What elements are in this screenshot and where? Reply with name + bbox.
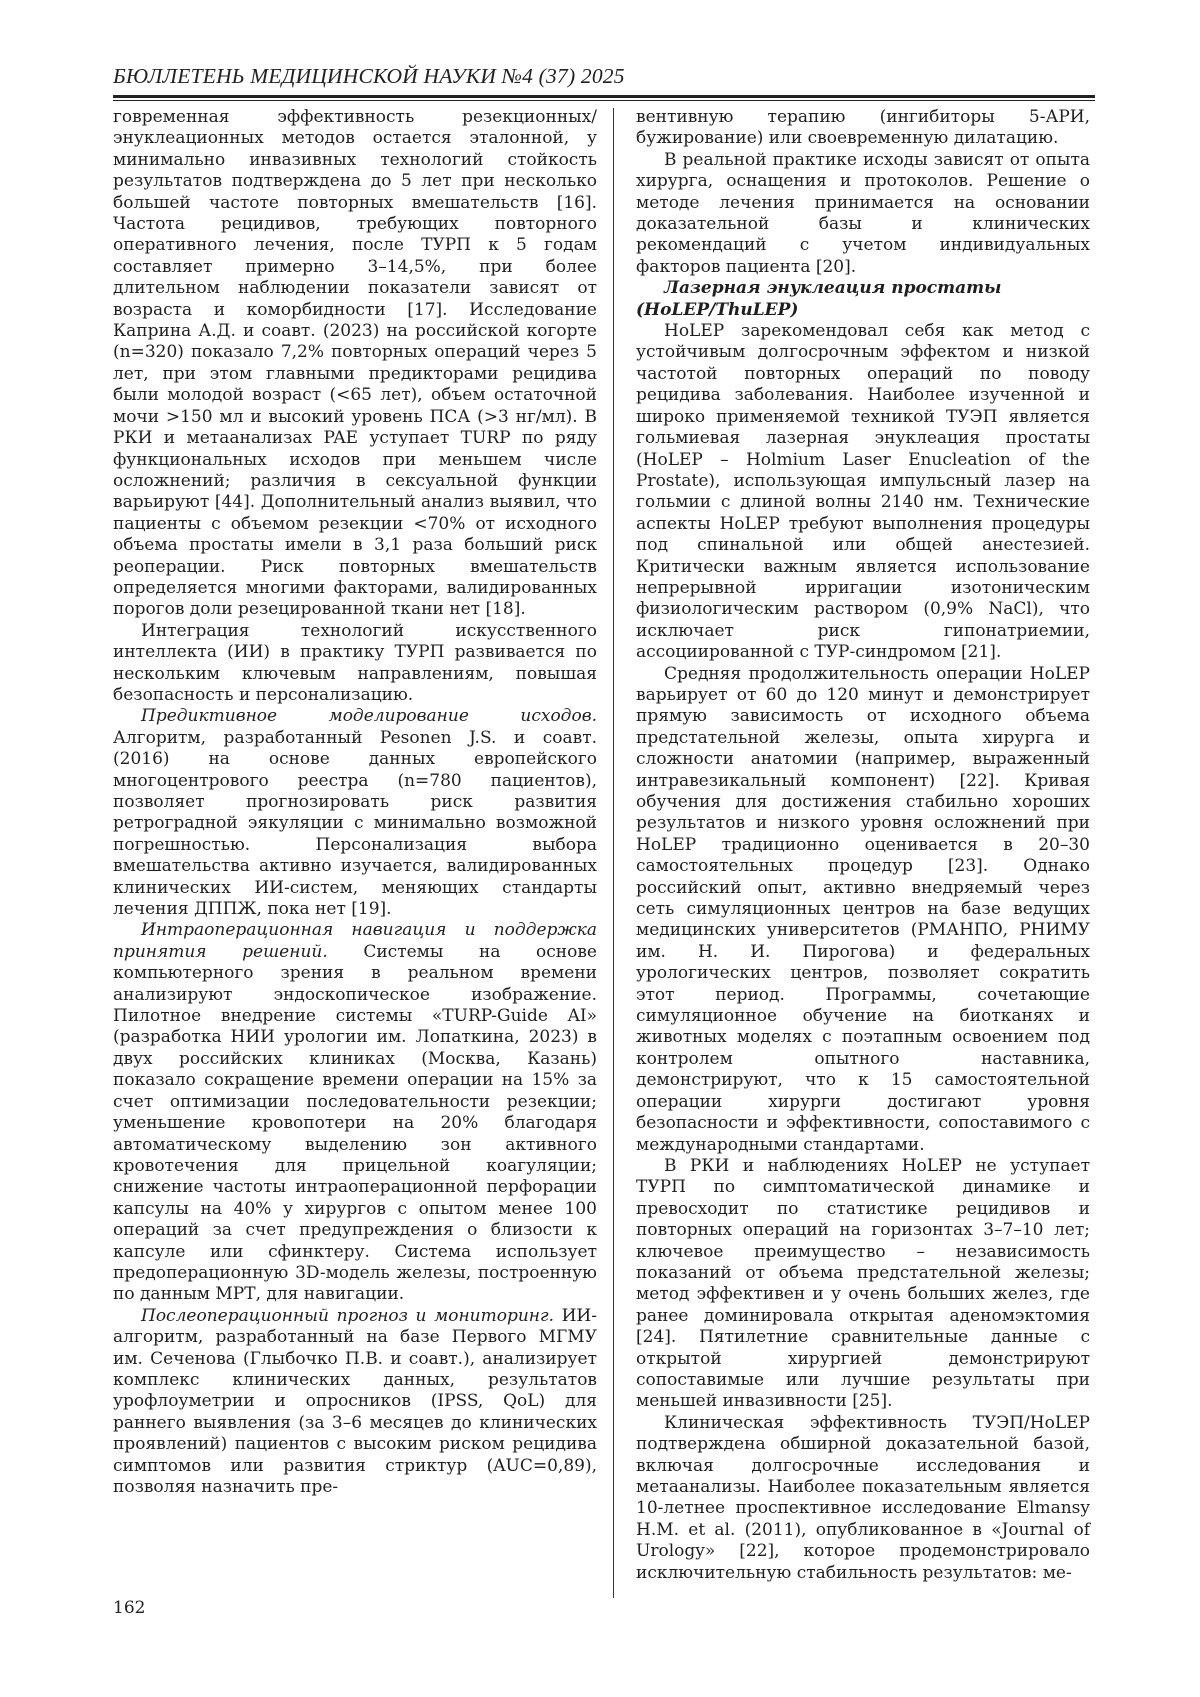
left-paragraph-3-lead: Предиктивное моделирование исходов. xyxy=(141,706,597,727)
header-rule-thick xyxy=(113,95,1095,98)
right-paragraph-6: Клиническая эффективность ТУЭП/HoLEP подтверждена обширной доказательной базой, включая долгосрочные исследования и метаанализы. Наиболее показательным является 10-летнее проспективное исследование Elmansy H.M. et al. (2011), опубликованное в «Journal of Urology» [22], которое продемонстрировало исключительную стабильность результатов: ме- xyxy=(636,1412,1090,1583)
column-divider xyxy=(613,108,614,1598)
left-paragraph-3-text: Алгоритм, разработанный Pesonen J.S. и соавт. (2016) на основе данных европейского многоцентрового реестра (n=780 пациентов), позволяет прогнозировать риск развития ретроградной эякуляции с минимально возможной погрешностью. Персонализация выбора вмешательства активно изучается, валидированных клинических ИИ-систем, меняющих стандарты лечения ДППЖ, пока нет [19]. xyxy=(113,727,597,920)
page-number: 162 xyxy=(113,1598,146,1618)
left-column xyxy=(113,107,597,1498)
left-paragraph-1: говременная эффективность резекционных/энуклеационных методов остается эталонной, у минимально инвазивных технологий стойкость результатов подтверждена до 5 лет при несколько большей частоте повторных вмешательств [16]. Частота рецидивов, требующих повторного оперативного лечения, после ТУРП к 5 годам составляет примерно 3–14,5%, при более длительном наблюдении показатели зависят от возраста и коморбидности [17]. Исследование Каприна А.Д. и соавт. (2023) на российской когорте (n=320) показало 7,2% повторных операций через 5 лет, при этом главными предикторами рецидива были молодой возраст (<65 лет), объем остаточной мочи >150 мл и высокий уровень ПСА (>3 нг/мл). В РКИ и метаанализах PAE уступает TURP по ряду функциональных исходов при меньшем числе осложнений; различия в сексуальной функции варьируют [44]. Дополнительный анализ выявил, что пациенты с объемом резекции <70% от исходного объема простаты имели в 3,1 раза больший риск реоперации. Риск повторных вмешательств определяется многими факторами, валидированных порогов доли резецированной ткани нет [18]. xyxy=(113,107,597,620)
right-paragraph-2: В реальной практике исходы зависят от опыта хирурга, оснащения и протоколов. Решение о методе лечения принимается на основании доказательной базы и клинических рекомендаций с учетом индивидуальных факторов пациента [20]. xyxy=(636,149,1090,277)
right-column xyxy=(636,107,1090,1584)
header-rule-thin xyxy=(113,100,1095,101)
section-heading: Лазерная энуклеация простаты (HoLEP/ThuLEP) xyxy=(636,278,1002,320)
left-paragraph-5-text: ИИ-алгоритм, разработанный на базе Первого МГМУ им. Сеченова (Глыбочко П.В. и соавт.), анализирует комплекс клинических данных, результатов урофлоуметрии и опросников (IPSS, QoL) для раннего выявления (за 3–6 месяцев до клинических проявлений) пациентов с высоким риском рецидива симптомов или развития стриктур (AUC=0,89), позволяя назначить пре- xyxy=(113,1305,597,1497)
left-paragraph-4-text: Системы на основе компьютерного зрения в реальном времени анализируют эндоскопическое изображение. Пилотное внедрение системы «TURP-Guide AI» (разработка НИИ урологии им. Лопаткина, 2023) в двух российских клиниках (Москва, Казань) показало сокращение времени операции на 15% за счет оптимизации последовательности резекции; уменьшение кровопотери на 20% благодаря автоматическому выделению зон активного кровотечения для прицельной коагуляции; снижение частоты интраоперационной перфорации капсулы на 40% у хирургов с опытом менее 100 операций за счет предупреждения о близости к капсуле или сфинктеру. Система использует предоперационную 3D-модель железы, построенную по данным МРТ, для навигации. xyxy=(113,941,597,1305)
right-paragraph-3: HoLEP зарекомендовал себя как метод с устойчивым долгосрочным эффектом и низкой частотой повторных операций по поводу рецидива заболевания. Наиболее изученной и широко применяемой техникой ТУЭП является гольмиевая лазерная энуклеация простаты (HoLEP – Holmium Laser Enucleation of the Prostate), использующая импульсный лазер на гольмии с длиной волны 2140 нм. Технические аспекты HoLEP требуют выполнения процедуры под спинальной или общей анестезией. Критически важным является использование непрерывной ирригации изотоническим физиологическим раствором (0,9% NaCl), что исключает риск гипонатриемии, ассоциированной с ТУР-синдромом [21]. xyxy=(636,321,1090,663)
left-paragraph-3 xyxy=(113,706,597,920)
right-paragraph-4: Средняя продолжительность операции HoLEP варьирует от 60 до 120 минут и демонстрирует прямую зависимость от исходного объема предстательной железы, опыта хирурга и сложности анатомии (например, выраженный интравезикальный компонент) [22]. Кривая обучения для достижения стабильно хороших результатов и низкого уровня осложнений при HoLEP традиционно оценивается в 20–30 самостоятельных процедур [23]. Однако российский опыт, активно внедряемый через сеть симуляционных центров на базе ведущих медицинских университетов (РМАНПО, РНИМУ им. Н. И. Пирогова) и федеральных урологических центров, позволяет сократить этот период. Программы, сочетающие симуляционное обучение на биотканях и животных моделях с поэтапным освоением под контролем опытного наставника, демонстрируют, что к 15 самостоятельной операции хирурги достигают уровня безопасности и эффективности, сопоставимого с международными стандартами. xyxy=(636,663,1090,1155)
right-paragraph-5: В РКИ и наблюдениях HoLEP не уступает ТУРП по симптоматической динамике и превосходит по статистике рецидивов и повторных операций на горизонтах 3–7–10 лет; ключевое преимущество – независимость показаний от объема предстательной железы; метод эффективен и у очень больших желез, где ранее доминировала открытая аденомэктомия [24]. Пятилетние сравнительные данные с открытой хирургией демонстрируют сопоставимые или лучшие результаты при меньшей инвазивности [25]. xyxy=(636,1155,1090,1412)
left-paragraph-4-lead: Интраоперационная навигация и поддержка принятия решений. xyxy=(113,920,597,962)
left-paragraph-5 xyxy=(113,1306,597,1499)
left-paragraph-5-lead: Послеоперационный прогноз и мониторинг. xyxy=(141,1305,554,1326)
left-paragraph-2: Интеграция технологий искусственного интеллекта (ИИ) в практику ТУРП развивается по нескольким ключевым направлениям, повышая безопасность и персонализацию. xyxy=(113,620,597,705)
journal-header: БЮЛЛЕТЕНЬ МЕДИЦИНСКОЙ НАУКИ №4 (37) 2025 xyxy=(113,64,625,88)
left-paragraph-4 xyxy=(113,920,597,1305)
right-paragraph-1: вентивную терапию (ингибиторы 5-АРИ, бужирование) или своевременную дилатацию. xyxy=(636,107,1090,149)
